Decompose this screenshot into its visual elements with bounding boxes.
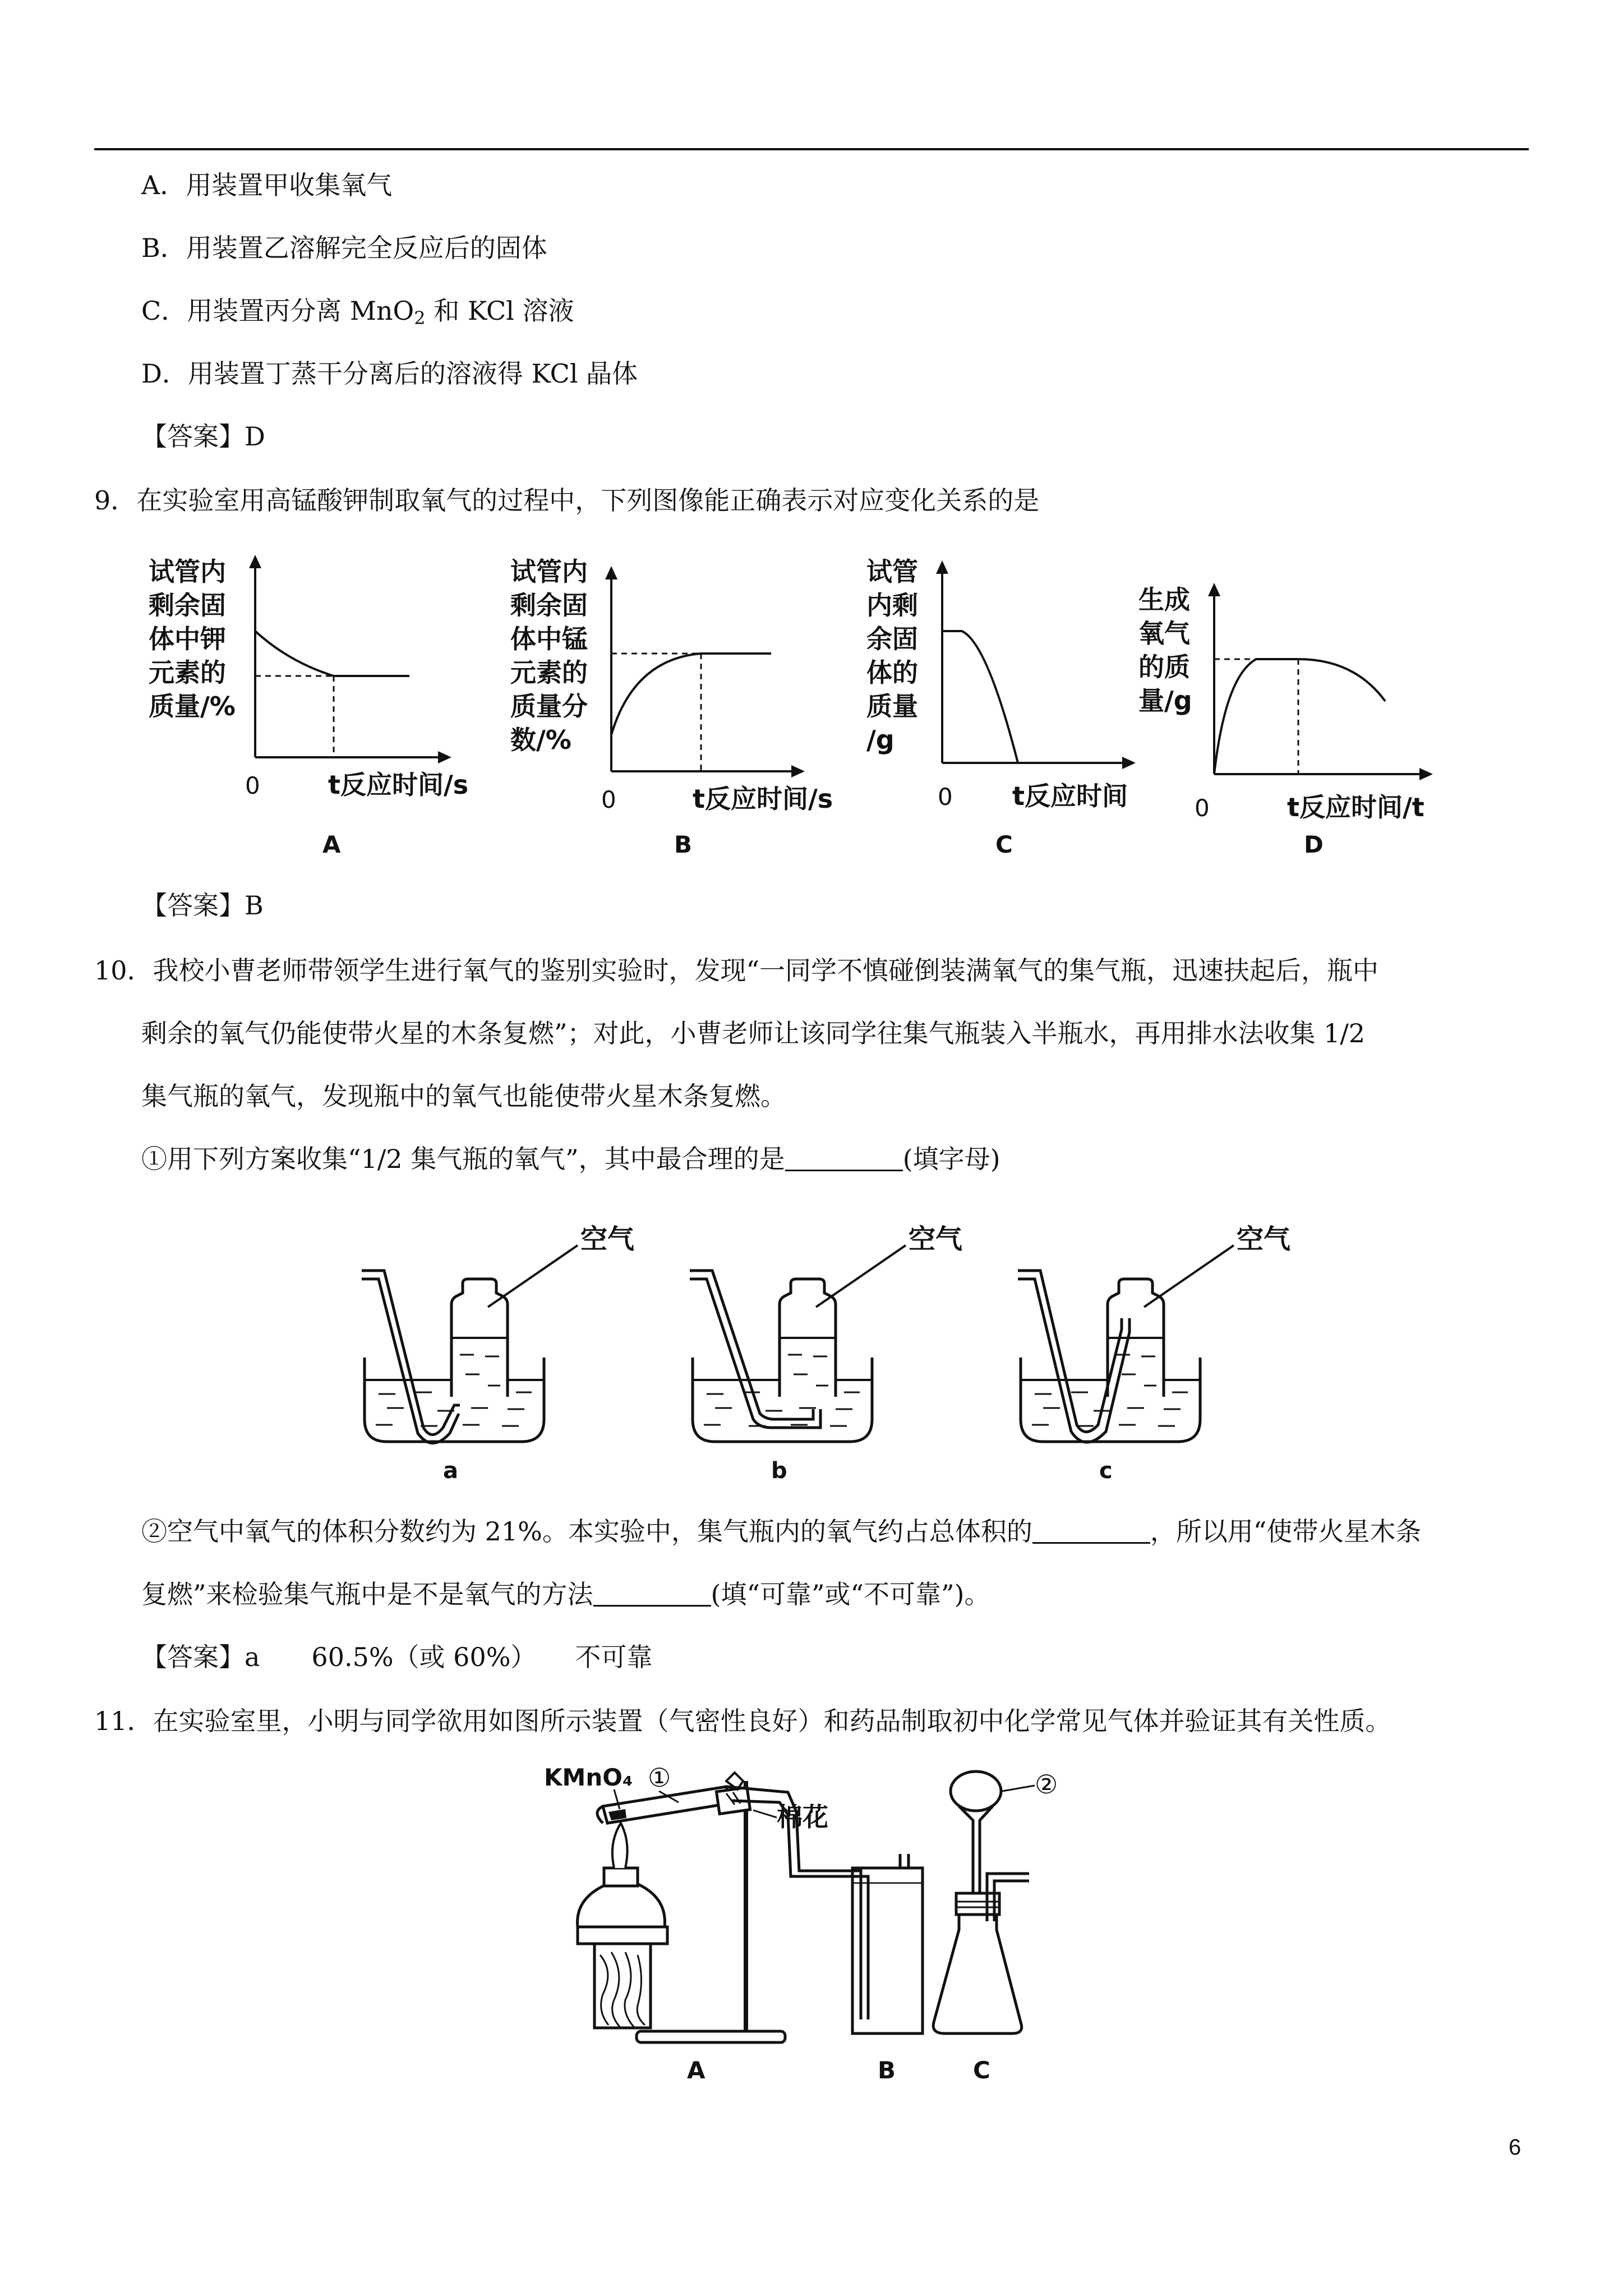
apparatus-a xyxy=(544,1763,828,2084)
apparatus-a-tag: A xyxy=(687,2056,706,2084)
q8-option-a: A．用装置甲收集氧气 xyxy=(141,170,393,200)
graph-b-ylabel-6: 数/% xyxy=(510,725,571,755)
graph-b-ylabel-3: 体中锰 xyxy=(510,624,588,654)
graph-b xyxy=(505,553,852,867)
q11-apparatus-figure xyxy=(541,1759,1130,2087)
figure-b xyxy=(690,1223,962,1481)
graph-d-ylabel-1: 生成 xyxy=(1138,585,1190,615)
graph-d-xlabel: t反应时间/t xyxy=(1287,792,1424,822)
q10-line-1: 10．我校小曹老师带领学生进行氧气的鉴别实验时，发现“一同学不慎碰倒装满氧气的集气瓶，迅速扶起后，瓶中 xyxy=(94,955,1379,986)
graph-a-ylabel-2: 剩余固 xyxy=(149,590,226,620)
kmno4-label: KMnO₄ xyxy=(544,1764,633,1791)
q8-option-c: C．用装置丙分离 MnO$_2$ 和 KCl 溶液 xyxy=(141,296,574,329)
graph-b-zero: 0 xyxy=(601,786,616,813)
graph-d-zero: 0 xyxy=(1195,794,1210,822)
q11-stem: 11．在实验室里，小明与同学欲用如图所示装置（气密性良好）和药品制取初中化学常见气体并验证其有关性质。 xyxy=(94,1706,1391,1736)
q8-answer: 【答案】D xyxy=(141,421,265,452)
graph-b-curve xyxy=(611,654,771,735)
graph-c-xlabel: t反应时间 xyxy=(1012,781,1128,811)
header-rule xyxy=(94,148,1529,150)
q10-part-3: 复燃”来检验集气瓶中是不是氧气的方法 (填“可靠”或“不可靠”)。 xyxy=(141,1579,990,1609)
graph-d-ylabel-3: 的质 xyxy=(1138,652,1190,682)
figure-c xyxy=(1018,1223,1290,1481)
circle-label-2: ② xyxy=(1035,1769,1058,1800)
graph-b-ylabel-4: 元素的 xyxy=(510,657,588,688)
figure-c-tag: c xyxy=(1099,1458,1113,1481)
graph-a-tag: A xyxy=(322,831,341,858)
graph-c-tag: C xyxy=(995,831,1013,858)
graph-c-zero: 0 xyxy=(938,783,953,811)
q10-part-1: ①用下列方案收集“1/2 集气瓶的氧气”，其中最合理的是 (填字母) xyxy=(141,1144,1000,1174)
graph-b-ylabel-5: 质量分 xyxy=(510,691,588,721)
figure-a-tag: a xyxy=(443,1458,458,1481)
graph-b-y-arrow xyxy=(605,566,617,579)
graph-b-ylabel-1: 试管内 xyxy=(510,556,588,587)
q8-option-d: D．用装置丁蒸干分离后的溶液得 KCl 晶体 xyxy=(141,358,638,389)
graph-c-curve xyxy=(942,631,1018,763)
q10-answer: 【答案】a 60.5%（或 60%） 不可靠 xyxy=(141,1642,653,1672)
apparatus-b xyxy=(810,1854,923,2084)
q10-line-3: 集气瓶的氧气，发现瓶中的氧气也能使带火星木条复燃。 xyxy=(141,1081,786,1111)
graph-c-ylabel-1: 试管 xyxy=(866,556,918,587)
q10-part-2: ②空气中氧气的体积分数约为 21%。本实验中，集气瓶内的氧气约占总体积的 ，所以用“使带火星木条 xyxy=(141,1516,1422,1547)
graph-a xyxy=(143,553,491,867)
q9-answer: 【答案】B xyxy=(141,890,264,921)
cotton-label: 棉花 xyxy=(777,1802,828,1832)
graph-a-xlabel: t反应时间/s xyxy=(328,770,469,800)
graph-b-xlabel: t反应时间/s xyxy=(693,784,833,814)
graph-a-curve xyxy=(255,631,409,676)
graph-d-tag: D xyxy=(1304,831,1324,858)
apparatus-c-tag: C xyxy=(973,2056,990,2084)
figure-b-tag: b xyxy=(771,1458,787,1481)
graph-a-ylabel-5: 质量/% xyxy=(149,691,236,721)
graph-c-x-arrow xyxy=(1122,757,1136,769)
q8-option-b: B．用装置乙溶解完全反应后的固体 xyxy=(141,233,547,263)
graph-b-tag: B xyxy=(674,831,693,858)
graph-d-ylabel-2: 氧气 xyxy=(1138,618,1190,648)
circle-label-1: ① xyxy=(648,1763,671,1793)
apparatus-c xyxy=(933,1769,1058,2084)
graph-a-y-arrow xyxy=(249,555,261,568)
graph-a-ylabel-3: 体中钾 xyxy=(149,624,226,654)
graph-d-y-arrow xyxy=(1208,583,1220,596)
graph-c-ylabel-5: 质量 xyxy=(866,691,918,721)
q10-line-2: 剩余的氧气仍能使带火星的木条复燃”；对此，小曹老师让该同学往集气瓶装入半瓶水，再用排水法收集 1/2 xyxy=(141,1018,1366,1048)
figure-a xyxy=(362,1223,634,1481)
graph-d-ylabel-4: 量/g xyxy=(1138,685,1192,716)
page-number: 6 xyxy=(1509,2135,1521,2160)
graph-d-x-arrow xyxy=(1419,768,1433,780)
figure-a-air-label: 空气 xyxy=(580,1223,635,1255)
graph-c-y-arrow xyxy=(936,560,948,574)
graph-a-x-arrow xyxy=(438,751,451,763)
graph-d xyxy=(1136,581,1450,872)
graph-b-ylabel-2: 剩余固 xyxy=(510,590,588,620)
graph-c-ylabel-4: 体的 xyxy=(866,657,918,688)
graph-a-ylabel-1: 试管内 xyxy=(149,556,226,587)
apparatus-b-tag: B xyxy=(878,2056,896,2084)
graph-c-ylabel-2: 内剩 xyxy=(866,590,918,620)
figure-c-air-label: 空气 xyxy=(1237,1223,1291,1255)
answer-blank-2 xyxy=(1032,1520,1150,1544)
graph-d-curve xyxy=(1214,659,1385,774)
q10-apparatus-figures xyxy=(353,1217,1335,1481)
graph-b-x-arrow xyxy=(791,765,805,777)
graph-a-ylabel-4: 元素的 xyxy=(149,657,226,688)
graph-c-ylabel-3: 余固 xyxy=(866,624,918,654)
graph-c-ylabel-6: /g xyxy=(866,725,895,755)
graph-c xyxy=(864,553,1155,867)
figure-b-air-label: 空气 xyxy=(909,1223,963,1255)
graph-a-zero: 0 xyxy=(245,772,260,799)
answer-blank-1 xyxy=(785,1147,903,1171)
answer-blank-3 xyxy=(593,1582,711,1607)
q9-stem: 9．在实验室用高锰酸钾制取氧气的过程中，下列图像能正确表示对应变化关系的是 xyxy=(94,485,1040,516)
